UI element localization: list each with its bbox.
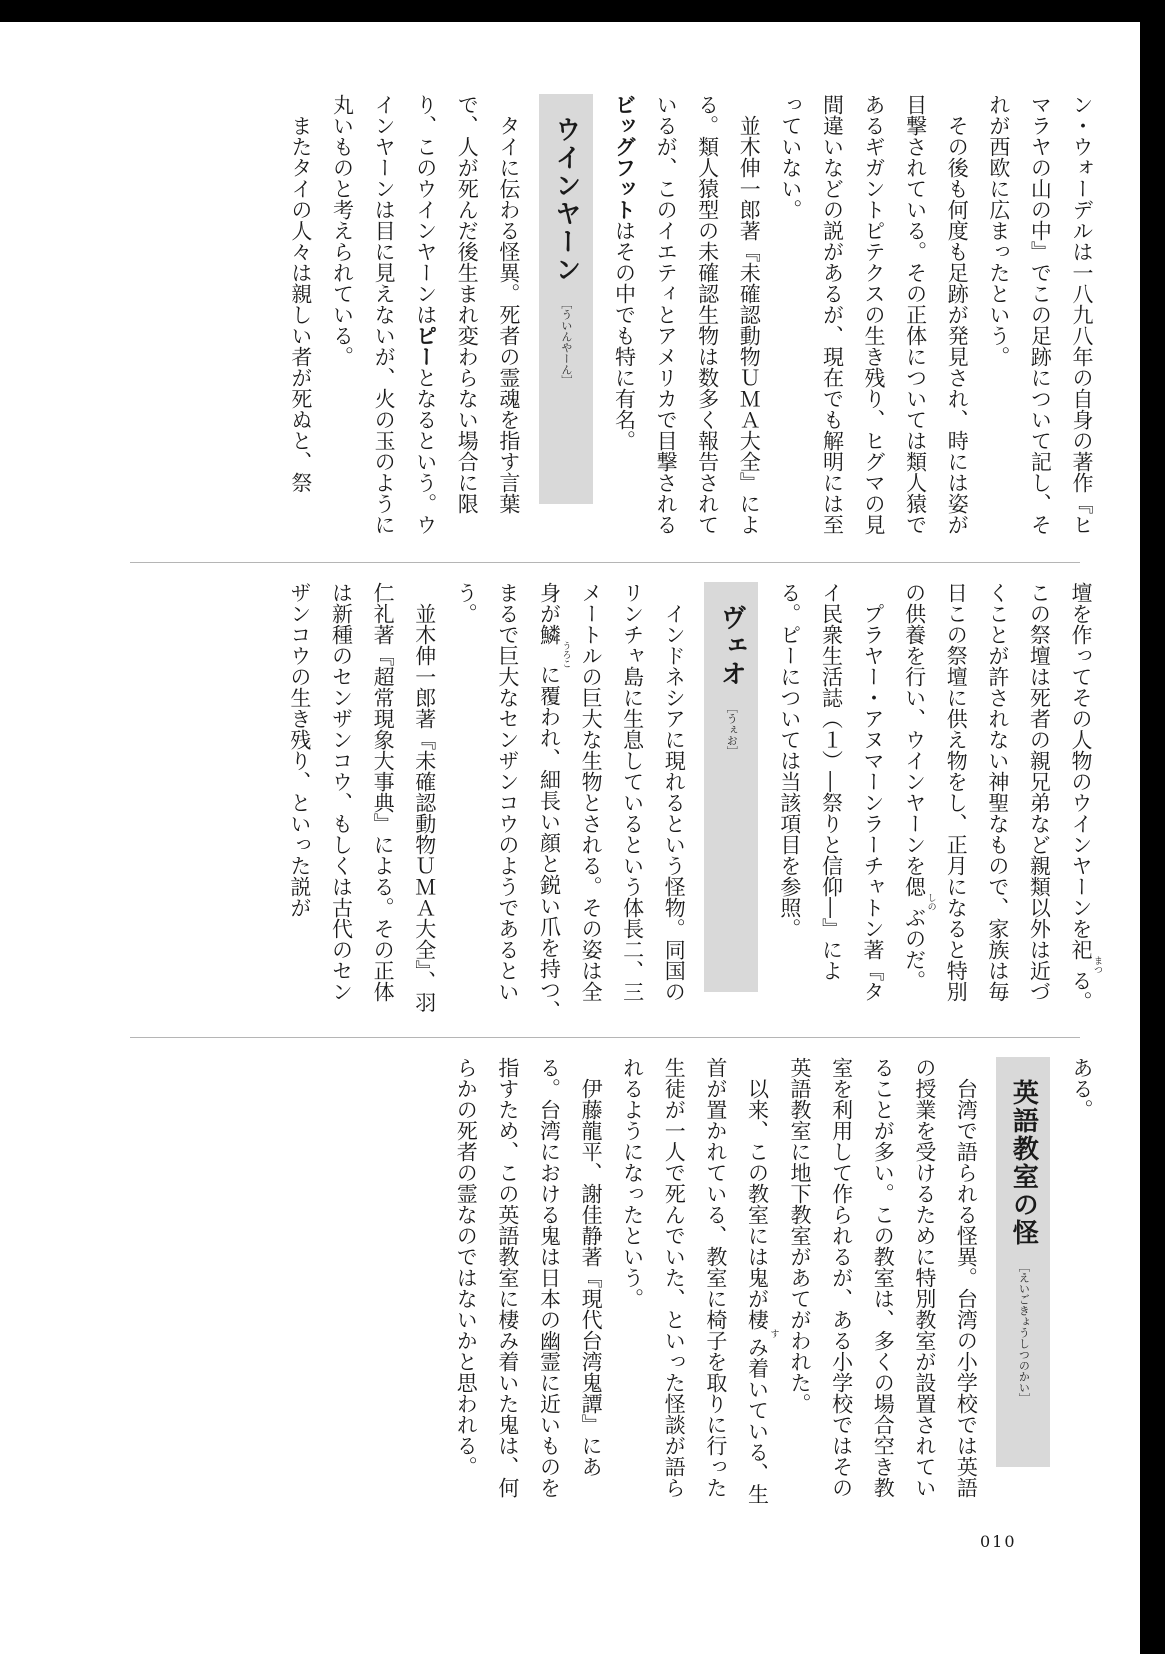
entry-heading-winyan — [539, 94, 593, 504]
paragraph-text: インドネシアに現れるという怪物。同国のリンチャ島に生息しているという体長二、三メートルの巨大な生物とされる。その姿は全身が鱗 — [537, 582, 687, 1002]
paragraph-text: タイに伝わる怪異。死者の霊魂を指す言葉で、人が死んだ後生まれ変わらない場合に限り、このウインヤーンは — [413, 94, 521, 514]
ruby-annotation — [537, 641, 571, 668]
text-tier-middle — [162, 582, 1102, 1022]
entry-reading: ［うぇお］ — [725, 702, 739, 757]
entry-title: ヴェオ — [716, 604, 747, 688]
page-number: 010 — [980, 1532, 1017, 1551]
paragraph — [603, 94, 769, 544]
ruby-annotation — [745, 1328, 779, 1338]
ruby-text: す — [768, 1328, 779, 1338]
entry-title: 英語教室の怪 — [1008, 1079, 1039, 1247]
paragraph-text: 以来、この教室には鬼が棲 — [745, 1078, 770, 1330]
ruby-annotation — [1069, 956, 1102, 974]
entry-reading: ［ういんやーん］ — [559, 298, 573, 386]
tier-divider — [130, 1037, 1080, 1038]
entry-heading-eigo-kyoushitsu — [996, 1057, 1050, 1467]
paragraph-text: となるという。ウインヤーンは目に見えないが、火の玉のように丸いものと考えられている。 — [330, 94, 438, 535]
ruby-text: うろこ — [560, 641, 571, 668]
text-tier-top — [162, 94, 1102, 544]
bold-term-bigfoot: ビッグフット — [612, 94, 637, 220]
paragraph: 並木伸一郎著『未確認動物ＵＭＡ大全』、羽仁礼著『超常現象大事典』による。その正体は新種のセンザンコウ、もしくは古代のセンザンコウの生き残り、といった説が — [287, 582, 437, 1013]
paragraph-text: 壇を作ってその人物のウインヤーンを祀 — [1069, 582, 1093, 960]
paragraph — [611, 1057, 778, 1507]
paragraph: またタイの人々は親しい者が死ぬと、祭 — [288, 115, 313, 493]
ruby-text: しの — [925, 893, 936, 911]
text-tier-bottom — [162, 1057, 1102, 1507]
paragraph: ン・ウォーデルは一八九八年の自身の著作『ヒマラヤの山の中』でこの足跡について記し、それが西欧に広まったという。 — [986, 94, 1094, 535]
paragraph-text: る。この祭壇は死者の親兄弟など親類以外は近づくことが許されない神聖なもので、家族は毎日この祭壇に供え物をし、正月になると特別の供養を行い、ウインヤーンを偲 — [902, 582, 1093, 1012]
paragraph-text: に覆われ、細長い顔と鋭い爪を持つ、まるで巨大なセンザンコウのようであるという。 — [454, 582, 562, 1021]
paragraph-text: はその中でも特に有名。 — [612, 220, 637, 451]
tier-divider — [130, 562, 1080, 563]
entry-reading: ［えいごきょうしつのかい］ — [1017, 1261, 1031, 1404]
paragraph-text: み着いている、生首が置かれている、教室に椅子を取りに行った生徒が一人で死んでいた、といった怪談が語られるようになったという。 — [620, 1057, 770, 1505]
paragraph — [445, 582, 695, 1022]
paragraph: プラヤー・アヌマーンラーチャトン著『タイ民衆生活誌（１）―祭りと信仰―』による。ピーについては当該項目を参照。 — [777, 582, 886, 1002]
paragraph — [321, 94, 529, 544]
ruby-annotation — [903, 893, 936, 911]
entry-title: ウインヤーン — [550, 116, 581, 284]
paragraph: 伊藤龍平、謝佳静著『現代台湾鬼譚』にある。台湾における鬼は日本の幽霊に近いものを指すため、この英語教室に棲み着いた鬼は、何らかの死者の霊なのではないかと思われる。 — [454, 1057, 604, 1498]
paragraph — [893, 582, 1102, 1022]
ruby-text: まつ — [1092, 956, 1102, 974]
bold-term-pii: ピー — [413, 325, 438, 367]
paragraph: その後も何度も足跡が発見され、時には姿が目撃されている。その正体については類人猿であるギガントピテクスの生き残り、ヒグマの見間違いなどの説があるが、現在でも解明には至っていない。 — [778, 94, 970, 535]
paragraph: 台湾で語られる怪異。台湾の小学校では英語の授業を受けるために特別教室が設置されていることが多い。この教室は、多くの場合空き教室を利用して作られるが、ある小学校ではその英語教室に地下教室があてがわれた。 — [788, 1057, 979, 1498]
book-page — [0, 22, 1140, 1654]
paragraph-text: 並木伸一郎著『未確認動物ＵＭＡ大全』による。類人猿型の未確認生物は数多く報告されているが、このイエティとアメリカで目撃される — [654, 94, 762, 535]
paragraph: ある。 — [1070, 1057, 1094, 1120]
paragraph-text: ぶのだ。 — [902, 907, 927, 991]
entry-heading-veo — [704, 582, 758, 992]
